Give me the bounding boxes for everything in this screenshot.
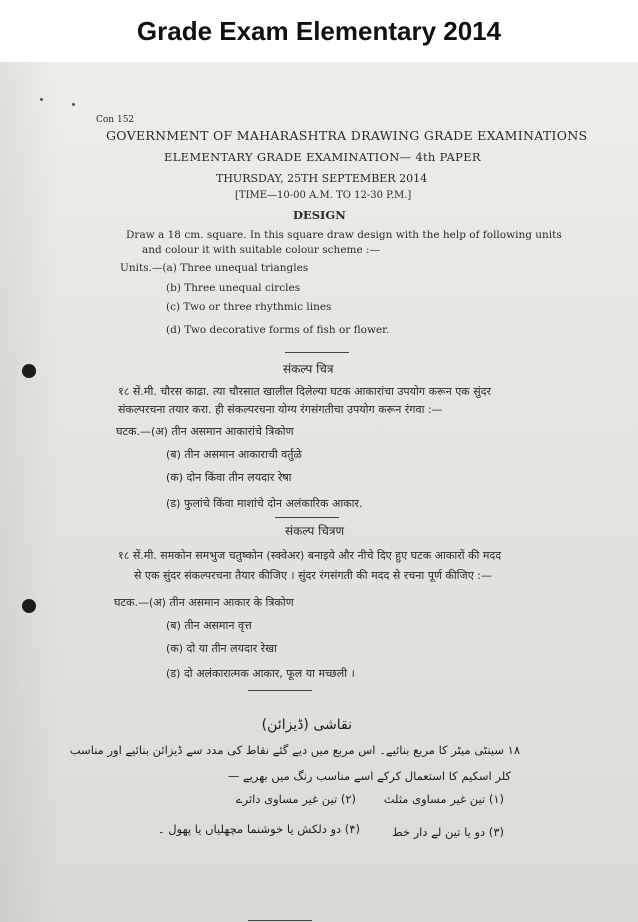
hindi-unit-c: (क) दो या तीन लयदार रेखा xyxy=(166,642,278,655)
urdu-unit-c: (۳) دو یا تین لے دار خط xyxy=(391,825,504,839)
urdu-unit-a: (۱) تین غیر مساوی مثلث xyxy=(383,792,504,806)
section-divider xyxy=(248,690,312,691)
english-unit-c: (c) Two or three rhythmic lines xyxy=(166,301,332,313)
english-unit-d: (d) Two decorative forms of fish or flower. xyxy=(166,324,390,336)
punch-hole xyxy=(22,364,36,378)
section-divider xyxy=(248,920,312,921)
marathi-unit-a: घटक.—(अ) तीन असमान आकारांचे त्रिकोण xyxy=(116,425,294,438)
english-instruction-line1: Draw a 18 cm. square. In this square draw design with the help of following units xyxy=(126,229,562,241)
marathi-unit-d: (ड) फुलांचे किंवा माशांचे दोन अलंकारिक आकार. xyxy=(166,497,363,510)
paper-speck xyxy=(40,98,43,101)
section-divider xyxy=(275,517,339,518)
hindi-instruction-line2: से एक सुंदर संकल्परचना तैयार कीजिए । सुंदर रंगसंगती की मदद से रचना पूर्ण कीजिए :— xyxy=(134,569,492,582)
urdu-unit-d: (۴) دو دلکش یا خوشنما مچھلیاں یا پھول ۔ xyxy=(157,822,360,836)
section-divider xyxy=(285,352,349,353)
paper-code: Con 152 xyxy=(96,115,135,125)
marathi-instruction-line1: १८ सें.मी. चौरस काढा. त्या चौरसात खालील दिलेल्या घटक आकारांचा उपयोग करून एक सुंदर xyxy=(118,385,491,398)
english-unit-b: (b) Three unequal circles xyxy=(166,282,301,294)
urdu-unit-b: (۲) تین غیر مساوی دائرے xyxy=(235,792,356,806)
hindi-heading: संकल्प चित्रण xyxy=(285,524,345,538)
page-title: Grade Exam Elementary 2014 xyxy=(136,15,502,46)
subject-heading: DESIGN xyxy=(293,208,346,222)
punch-hole xyxy=(22,599,36,613)
hindi-unit-d: (ड) दो अलंकारात्मक आकार, फूल या मच्छली । xyxy=(166,667,355,680)
marathi-instruction-line2: संकल्परचना तयार करा. ही संकल्परचना योग्य रंगसंगतीचा उपयोग करून रंगवा :— xyxy=(118,403,443,416)
exam-date: THURSDAY, 25TH SEPTEMBER 2014 xyxy=(216,172,428,185)
urdu-instruction-line2: کلر اسکیم کا استعمال کرکے اسے مناسب رنگ میں بھریے — xyxy=(227,769,511,783)
exam-paper-scan xyxy=(0,62,638,922)
urdu-heading: نقاشی (ڈیزائن) xyxy=(261,717,352,733)
marathi-heading: संकल्प चित्र xyxy=(283,362,334,376)
english-instruction-line2: and colour it with suitable colour scheme :— xyxy=(142,244,381,256)
exam-name: ELEMENTARY GRADE EXAMINATION— 4th PAPER xyxy=(164,150,481,164)
urdu-instruction-line1: ۱۸ سینٹی میٹر کا مربع بنائیے۔ اس مربع میں دیے گئے نقاط کی مدد سے ڈیزائن بنائیے اور مناسب xyxy=(69,743,520,757)
paper-speck xyxy=(72,103,75,106)
hindi-unit-a: घटक.—(अ) तीन असमान आकार के त्रिकोण xyxy=(114,596,294,609)
marathi-unit-b: (ब) तीन असमान आकाराची वर्तुळे xyxy=(166,448,302,461)
hindi-unit-b: (ब) तीन असमान वृत्त xyxy=(166,619,252,632)
exam-heading: GOVERNMENT OF MAHARASHTRA DRAWING GRADE EXAMINATIONS xyxy=(106,128,588,143)
hindi-instruction-line1: १८ सें.मी. समकोन समभुज चतुष्कोन (स्क्वेअर) बनाइये और नीचे दिए हुए घटक आकारों की मदद xyxy=(118,549,502,562)
exam-time: [TIME—10-00 A.M. TO 12-30 P.M.] xyxy=(235,190,412,201)
marathi-unit-c: (क) दोन किंवा तीन लयदार रेषा xyxy=(166,471,292,484)
english-unit-a: Units.—(a) Three unequal triangles xyxy=(120,262,309,274)
